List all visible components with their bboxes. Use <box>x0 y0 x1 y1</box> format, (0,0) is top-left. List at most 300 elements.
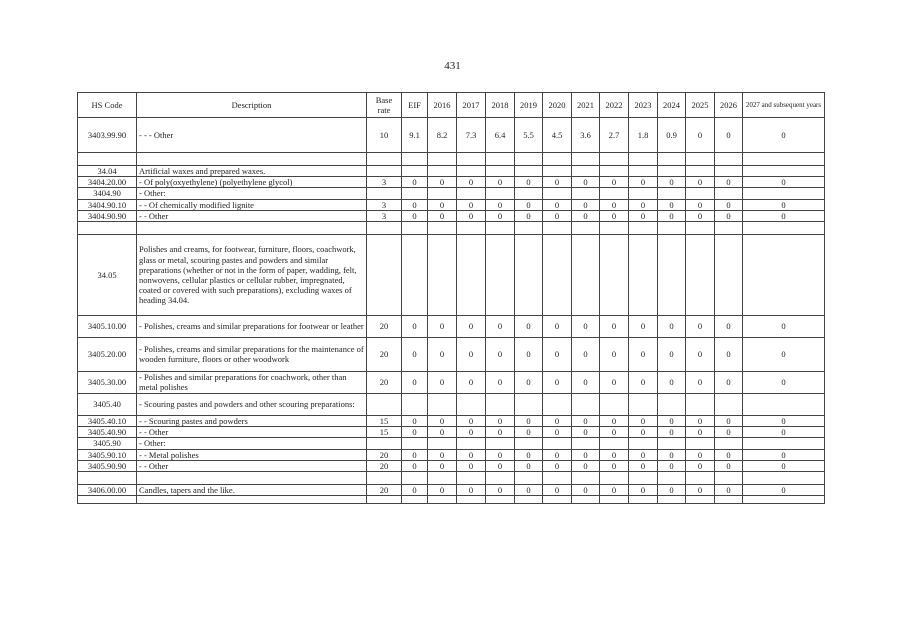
rate-cell-2024 <box>658 438 686 449</box>
hs-code-cell: 3405.20.00 <box>78 337 137 371</box>
empty-cell <box>78 496 137 504</box>
description-cell: - Scouring pastes and powders and other scouring preparations: <box>137 393 367 415</box>
table-row <box>78 415 825 426</box>
rate-cell-2024: 0.9 <box>658 118 686 153</box>
rate-cell-2024: 0 <box>658 449 686 460</box>
rate-cell-2020: 0 <box>543 337 572 371</box>
rate-cell-eif: 0 <box>402 337 428 371</box>
rate-cell-2020: 0 <box>543 427 572 438</box>
rate-cell-2020: 0 <box>543 484 572 495</box>
description-cell: - Polishes and similar preparations for coachwork, other than metal polishes <box>137 371 367 393</box>
empty-cell <box>137 496 367 504</box>
rate-cell-eif: 0 <box>402 199 428 210</box>
rate-cell-2025: 0 <box>686 337 715 371</box>
rate-cell-2023: 1.8 <box>629 118 658 153</box>
rate-cell-2026: 0 <box>715 210 743 221</box>
rate-cell-2025 <box>686 188 715 199</box>
rate-cell-2024: 0 <box>658 210 686 221</box>
description-cell: Artificial waxes and prepared waxes. <box>137 166 367 177</box>
empty-cell <box>515 471 543 484</box>
rate-cell-base-rate <box>367 188 402 199</box>
rate-cell-2021: 0 <box>572 460 600 471</box>
empty-cell <box>686 221 715 234</box>
rate-cell-2018 <box>486 234 515 315</box>
description-cell: - - Of chemically modified lignite <box>137 199 367 210</box>
rate-cell-2024: 0 <box>658 427 686 438</box>
rate-cell-2019: 0 <box>515 484 543 495</box>
rate-cell-2016: 0 <box>428 427 457 438</box>
rate-cell-2018: 0 <box>486 315 515 337</box>
empty-cell <box>457 496 486 504</box>
header-2018: 2018 <box>486 93 515 118</box>
rate-cell-2022 <box>600 234 629 315</box>
rate-cell-2019 <box>515 188 543 199</box>
rate-cell-base-rate: 3 <box>367 199 402 210</box>
rate-cell-2027-plus: 0 <box>743 460 825 471</box>
rate-cell-2026: 0 <box>715 460 743 471</box>
rate-cell-2018: 0 <box>486 371 515 393</box>
hs-code-cell: 3405.30.00 <box>78 371 137 393</box>
rate-cell-2017: 0 <box>457 415 486 426</box>
rate-cell-eif: 0 <box>402 484 428 495</box>
table-row <box>78 177 825 188</box>
rate-cell-2024: 0 <box>658 371 686 393</box>
rate-cell-2023: 0 <box>629 484 658 495</box>
header-base-rate: Base rate <box>367 93 402 118</box>
rate-cell-eif: 0 <box>402 315 428 337</box>
rate-cell-eif: 0 <box>402 460 428 471</box>
rate-cell-2026: 0 <box>715 118 743 153</box>
hs-code-cell: 3404.90.90 <box>78 210 137 221</box>
empty-cell <box>428 221 457 234</box>
spacer-row <box>78 221 825 234</box>
table-row <box>78 315 825 337</box>
rate-cell-2020: 0 <box>543 371 572 393</box>
hs-code-cell: 3405.90.90 <box>78 460 137 471</box>
rate-cell-2026 <box>715 393 743 415</box>
rate-cell-2024: 0 <box>658 315 686 337</box>
description-cell: - - Other <box>137 427 367 438</box>
rate-cell-2023: 0 <box>629 337 658 371</box>
rate-cell-2027-plus <box>743 188 825 199</box>
rate-cell-2018: 0 <box>486 199 515 210</box>
rate-cell-2021: 0 <box>572 199 600 210</box>
rate-cell-2019: 0 <box>515 460 543 471</box>
rate-cell-2019 <box>515 393 543 415</box>
rate-cell-2025: 0 <box>686 177 715 188</box>
table-row <box>78 199 825 210</box>
rate-cell-2017 <box>457 188 486 199</box>
rate-cell-2016: 0 <box>428 315 457 337</box>
rate-cell-base-rate: 20 <box>367 315 402 337</box>
empty-cell <box>658 153 686 166</box>
rate-cell-2018: 0 <box>486 449 515 460</box>
empty-cell <box>743 471 825 484</box>
empty-cell <box>367 471 402 484</box>
header-2024: 2024 <box>658 93 686 118</box>
rate-cell-2026: 0 <box>715 315 743 337</box>
rate-cell-base-rate: 20 <box>367 337 402 371</box>
rate-cell-base-rate: 20 <box>367 449 402 460</box>
rate-cell-2018: 6.4 <box>486 118 515 153</box>
empty-cell <box>428 471 457 484</box>
rate-cell-eif: 0 <box>402 449 428 460</box>
rate-cell-2019: 5.5 <box>515 118 543 153</box>
description-cell: - Other: <box>137 438 367 449</box>
header-2016: 2016 <box>428 93 457 118</box>
empty-cell <box>367 153 402 166</box>
empty-cell <box>629 153 658 166</box>
rate-cell-2016 <box>428 234 457 315</box>
table-row <box>78 393 825 415</box>
rate-cell-2017 <box>457 234 486 315</box>
empty-cell <box>600 221 629 234</box>
rate-cell-2023: 0 <box>629 210 658 221</box>
header-2017: 2017 <box>457 93 486 118</box>
rate-cell-2016: 0 <box>428 449 457 460</box>
rate-cell-2022 <box>600 393 629 415</box>
rate-cell-2022: 0 <box>600 177 629 188</box>
rate-cell-2020: 0 <box>543 315 572 337</box>
rate-cell-2016 <box>428 166 457 177</box>
rate-cell-2018: 0 <box>486 177 515 188</box>
rate-cell-2025: 0 <box>686 210 715 221</box>
rate-cell-2018 <box>486 438 515 449</box>
empty-cell <box>743 496 825 504</box>
rate-cell-2017 <box>457 393 486 415</box>
rate-cell-2025: 0 <box>686 484 715 495</box>
rate-cell-eif <box>402 166 428 177</box>
hs-code-cell: 3405.90 <box>78 438 137 449</box>
rate-cell-2017: 0 <box>457 199 486 210</box>
rate-cell-2027-plus: 0 <box>743 449 825 460</box>
rate-cell-2018: 0 <box>486 460 515 471</box>
hs-code-cell: 34.04 <box>78 166 137 177</box>
rate-cell-2026: 0 <box>715 427 743 438</box>
rate-cell-2021: 3.6 <box>572 118 600 153</box>
rate-cell-2023: 0 <box>629 177 658 188</box>
spacer-row <box>78 496 825 504</box>
table-row <box>78 484 825 495</box>
empty-cell <box>515 221 543 234</box>
header-row <box>78 93 825 118</box>
rate-cell-2020: 0 <box>543 199 572 210</box>
rate-cell-2027-plus: 0 <box>743 427 825 438</box>
hs-code-cell: 3405.40 <box>78 393 137 415</box>
table-row <box>78 118 825 153</box>
description-cell: - Of poly(oxyethylene) (polyethylene glycol) <box>137 177 367 188</box>
rate-cell-2017: 0 <box>457 210 486 221</box>
empty-cell <box>402 153 428 166</box>
header-2023: 2023 <box>629 93 658 118</box>
rate-cell-2017: 0 <box>457 315 486 337</box>
rate-cell-2020: 0 <box>543 177 572 188</box>
rate-cell-2018: 0 <box>486 415 515 426</box>
hs-code-cell: 3404.20.00 <box>78 177 137 188</box>
empty-cell <box>402 471 428 484</box>
rate-cell-2018 <box>486 393 515 415</box>
rate-cell-2022: 0 <box>600 199 629 210</box>
table-row <box>78 166 825 177</box>
rate-cell-2017: 0 <box>457 484 486 495</box>
rate-cell-2017: 7.3 <box>457 118 486 153</box>
header-description: Description <box>137 93 367 118</box>
rate-cell-2027-plus: 0 <box>743 371 825 393</box>
hs-code-cell: 3405.90.10 <box>78 449 137 460</box>
rate-cell-base-rate <box>367 166 402 177</box>
rate-cell-2022 <box>600 166 629 177</box>
rate-cell-2016: 0 <box>428 210 457 221</box>
rate-cell-2026: 0 <box>715 415 743 426</box>
rate-cell-2027-plus <box>743 393 825 415</box>
rate-cell-2022: 0 <box>600 460 629 471</box>
empty-cell <box>543 496 572 504</box>
rate-cell-2022: 0 <box>600 449 629 460</box>
empty-cell <box>572 471 600 484</box>
rate-cell-2018: 0 <box>486 427 515 438</box>
rate-cell-2017: 0 <box>457 177 486 188</box>
hs-code-cell: 34.05 <box>78 234 137 315</box>
page-number: 431 <box>444 60 461 72</box>
rate-cell-2020: 0 <box>543 415 572 426</box>
rate-cell-2022: 0 <box>600 484 629 495</box>
rate-cell-eif: 0 <box>402 177 428 188</box>
rate-cell-2023: 0 <box>629 460 658 471</box>
description-cell: Candles, tapers and the like. <box>137 484 367 495</box>
header-2021: 2021 <box>572 93 600 118</box>
empty-cell <box>715 496 743 504</box>
empty-cell <box>402 221 428 234</box>
spacer-row <box>78 153 825 166</box>
empty-cell <box>457 153 486 166</box>
rate-cell-2024: 0 <box>658 484 686 495</box>
empty-cell <box>743 153 825 166</box>
rate-cell-2017 <box>457 166 486 177</box>
rate-cell-2019: 0 <box>515 199 543 210</box>
rate-cell-2020: 0 <box>543 460 572 471</box>
rate-cell-2025: 0 <box>686 371 715 393</box>
empty-cell <box>715 153 743 166</box>
empty-cell <box>428 153 457 166</box>
rate-cell-2023 <box>629 438 658 449</box>
rate-cell-2022: 0 <box>600 210 629 221</box>
description-cell: - - Scouring pastes and powders <box>137 415 367 426</box>
rate-cell-2022: 0 <box>600 371 629 393</box>
rate-cell-2024: 0 <box>658 199 686 210</box>
empty-cell <box>457 221 486 234</box>
rate-cell-2022: 0 <box>600 427 629 438</box>
table-row <box>78 234 825 315</box>
empty-cell <box>78 153 137 166</box>
rate-cell-2019 <box>515 438 543 449</box>
rate-cell-2023 <box>629 393 658 415</box>
rate-cell-2023: 0 <box>629 371 658 393</box>
rate-cell-base-rate: 15 <box>367 427 402 438</box>
empty-cell <box>600 496 629 504</box>
rate-cell-2027-plus: 0 <box>743 484 825 495</box>
rate-cell-2020 <box>543 188 572 199</box>
empty-cell <box>457 471 486 484</box>
empty-cell <box>486 496 515 504</box>
empty-cell <box>486 471 515 484</box>
rate-cell-2019: 0 <box>515 210 543 221</box>
header-hs-code: HS Code <box>78 93 137 118</box>
table-row <box>78 449 825 460</box>
rate-cell-2020 <box>543 234 572 315</box>
rate-cell-2023 <box>629 234 658 315</box>
rate-cell-2016: 0 <box>428 177 457 188</box>
empty-cell <box>743 221 825 234</box>
header-2027-and-subsequent: 2027 and subsequent years <box>743 93 825 118</box>
rate-cell-2027-plus <box>743 438 825 449</box>
header-2022: 2022 <box>600 93 629 118</box>
table-row <box>78 460 825 471</box>
rate-cell-2025 <box>686 393 715 415</box>
rate-cell-2026: 0 <box>715 371 743 393</box>
empty-cell <box>686 471 715 484</box>
description-cell: - Polishes, creams and similar preparations for the maintenance of wooden furniture, floors or other woodwork <box>137 337 367 371</box>
rate-cell-2022: 0 <box>600 415 629 426</box>
empty-cell <box>600 153 629 166</box>
rate-cell-2027-plus: 0 <box>743 177 825 188</box>
rate-cell-2021: 0 <box>572 371 600 393</box>
rate-cell-2022 <box>600 438 629 449</box>
rate-cell-2024 <box>658 393 686 415</box>
empty-cell <box>78 471 137 484</box>
tariff-schedule-table <box>77 92 825 504</box>
rate-cell-2023: 0 <box>629 199 658 210</box>
rate-cell-2022: 0 <box>600 337 629 371</box>
empty-cell <box>629 221 658 234</box>
empty-cell <box>658 221 686 234</box>
empty-cell <box>600 471 629 484</box>
rate-cell-2017: 0 <box>457 460 486 471</box>
empty-cell <box>629 496 658 504</box>
empty-cell <box>78 221 137 234</box>
rate-cell-2025: 0 <box>686 315 715 337</box>
rate-cell-eif <box>402 234 428 315</box>
rate-cell-2026 <box>715 166 743 177</box>
rate-cell-2021 <box>572 393 600 415</box>
empty-cell <box>137 153 367 166</box>
rate-cell-base-rate <box>367 438 402 449</box>
rate-cell-2024 <box>658 166 686 177</box>
empty-cell <box>367 496 402 504</box>
rate-cell-2018 <box>486 188 515 199</box>
table-row <box>78 337 825 371</box>
rate-cell-2026: 0 <box>715 449 743 460</box>
rate-cell-2023 <box>629 188 658 199</box>
rate-cell-2024: 0 <box>658 460 686 471</box>
table-row <box>78 371 825 393</box>
header-2026: 2026 <box>715 93 743 118</box>
rate-cell-eif <box>402 188 428 199</box>
rate-cell-2026 <box>715 438 743 449</box>
rate-cell-2027-plus <box>743 166 825 177</box>
rate-cell-2024: 0 <box>658 415 686 426</box>
description-cell: - Polishes, creams and similar preparations for footwear or leather <box>137 315 367 337</box>
rate-cell-2016: 0 <box>428 199 457 210</box>
rate-cell-2022: 0 <box>600 315 629 337</box>
rate-cell-2021: 0 <box>572 337 600 371</box>
rate-cell-2027-plus: 0 <box>743 118 825 153</box>
empty-cell <box>686 153 715 166</box>
rate-cell-2016 <box>428 438 457 449</box>
rate-cell-2025: 0 <box>686 199 715 210</box>
empty-cell <box>572 221 600 234</box>
hs-code-cell: 3406.00.00 <box>78 484 137 495</box>
rate-cell-2016: 0 <box>428 371 457 393</box>
table-row <box>78 438 825 449</box>
empty-cell <box>515 496 543 504</box>
rate-cell-2025: 0 <box>686 415 715 426</box>
rate-cell-eif: 0 <box>402 371 428 393</box>
rate-cell-eif <box>402 393 428 415</box>
description-cell: - - Other <box>137 210 367 221</box>
rate-cell-2021: 0 <box>572 449 600 460</box>
description-cell: - Other: <box>137 188 367 199</box>
rate-cell-2021 <box>572 234 600 315</box>
rate-cell-2021: 0 <box>572 427 600 438</box>
rate-cell-2021: 0 <box>572 484 600 495</box>
rate-cell-2020: 0 <box>543 210 572 221</box>
rate-cell-base-rate: 3 <box>367 210 402 221</box>
rate-cell-2027-plus: 0 <box>743 337 825 371</box>
rate-cell-2019: 0 <box>515 449 543 460</box>
rate-cell-2021 <box>572 188 600 199</box>
rate-cell-2020: 0 <box>543 449 572 460</box>
empty-cell <box>543 471 572 484</box>
hs-code-cell: 3405.40.90 <box>78 427 137 438</box>
hs-code-cell: 3405.10.00 <box>78 315 137 337</box>
rate-cell-2022 <box>600 188 629 199</box>
rate-cell-2022: 2.7 <box>600 118 629 153</box>
rate-cell-2017 <box>457 438 486 449</box>
rate-cell-base-rate: 10 <box>367 118 402 153</box>
empty-cell <box>629 471 658 484</box>
empty-cell <box>543 221 572 234</box>
rate-cell-2019 <box>515 166 543 177</box>
rate-cell-2018: 0 <box>486 484 515 495</box>
rate-cell-2025 <box>686 234 715 315</box>
empty-cell <box>572 496 600 504</box>
rate-cell-2018: 0 <box>486 337 515 371</box>
header-eif: EIF <box>402 93 428 118</box>
rate-cell-eif: 0 <box>402 415 428 426</box>
rate-cell-2016: 8.2 <box>428 118 457 153</box>
empty-cell <box>715 471 743 484</box>
rate-cell-base-rate <box>367 234 402 315</box>
rate-cell-2024 <box>658 188 686 199</box>
rate-cell-2021: 0 <box>572 415 600 426</box>
rate-cell-2017: 0 <box>457 337 486 371</box>
rate-cell-2018 <box>486 166 515 177</box>
rate-cell-2024: 0 <box>658 177 686 188</box>
empty-cell <box>486 153 515 166</box>
rate-cell-2016: 0 <box>428 484 457 495</box>
header-2019: 2019 <box>515 93 543 118</box>
rate-cell-2019: 0 <box>515 427 543 438</box>
rate-cell-2021 <box>572 166 600 177</box>
rate-cell-2027-plus: 0 <box>743 315 825 337</box>
rate-cell-2024 <box>658 234 686 315</box>
rate-cell-2016 <box>428 393 457 415</box>
rate-cell-2026: 0 <box>715 199 743 210</box>
empty-cell <box>515 153 543 166</box>
rate-cell-2021: 0 <box>572 210 600 221</box>
rate-cell-2025 <box>686 438 715 449</box>
empty-cell <box>572 153 600 166</box>
